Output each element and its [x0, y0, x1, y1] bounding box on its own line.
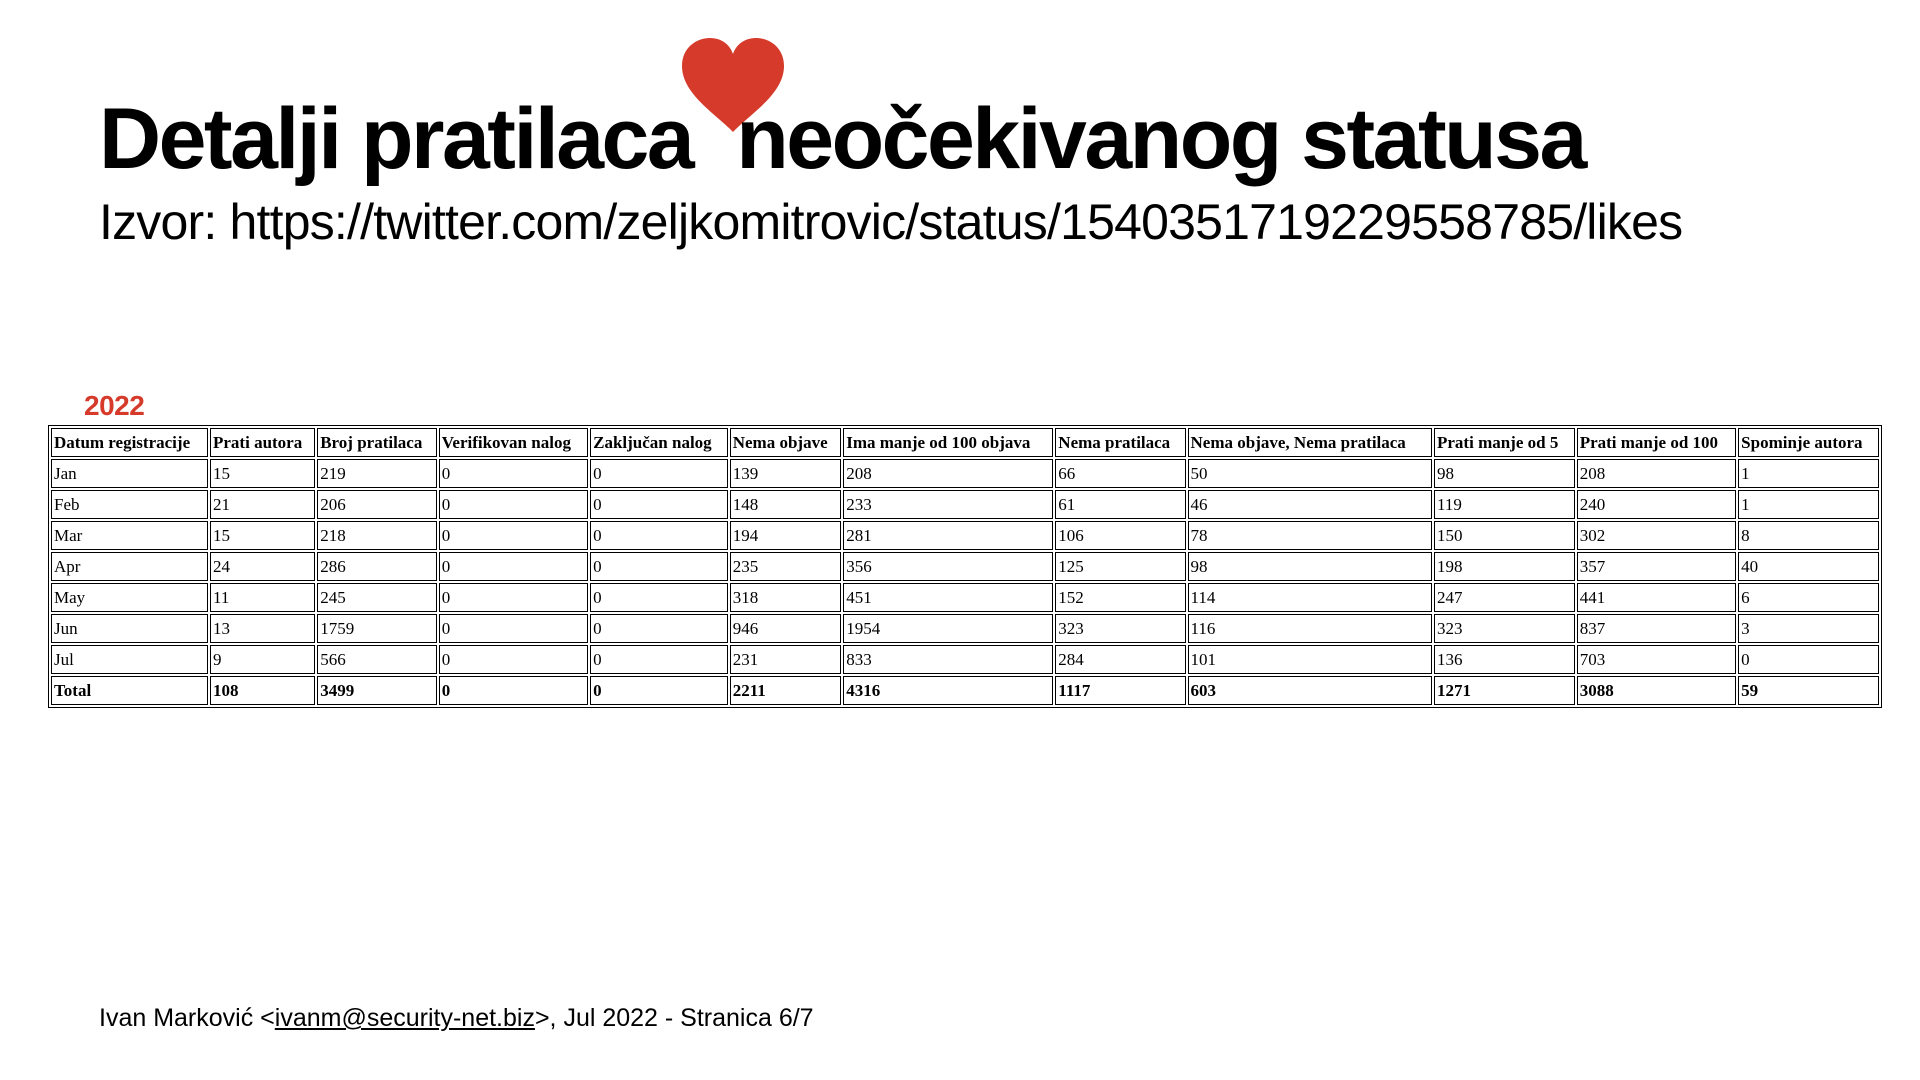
table-cell: 451 [843, 583, 1053, 612]
table-cell: 703 [1577, 645, 1736, 674]
table-cell: 150 [1434, 521, 1575, 550]
column-header: Verifikovan nalog [439, 428, 588, 457]
title-part-2: neočekivanog statusa [736, 91, 1585, 187]
table-cell: Mar [51, 521, 208, 550]
table-cell: 0 [439, 459, 588, 488]
total-cell: 0 [439, 676, 588, 705]
table-cell: 61 [1055, 490, 1185, 519]
table-cell: 1 [1738, 490, 1879, 519]
table-cell: 98 [1434, 459, 1575, 488]
table-cell: 286 [317, 552, 436, 581]
table-cell: 235 [730, 552, 841, 581]
table-cell: 139 [730, 459, 841, 488]
column-header: Prati manje od 100 [1577, 428, 1736, 457]
total-cell: 603 [1188, 676, 1432, 705]
column-header: Prati manje od 5 [1434, 428, 1575, 457]
table-cell: 198 [1434, 552, 1575, 581]
table-cell: 194 [730, 521, 841, 550]
title-part-1: Detalji pratilaca [99, 91, 693, 187]
total-cell: 59 [1738, 676, 1879, 705]
table-cell: 0 [590, 490, 728, 519]
table-cell: 0 [590, 645, 728, 674]
table-cell: Feb [51, 490, 208, 519]
table-cell: 833 [843, 645, 1053, 674]
page-title [99, 91, 1585, 187]
table-cell: 66 [1055, 459, 1185, 488]
table-cell: 3 [1738, 614, 1879, 643]
table-cell: 0 [1738, 645, 1879, 674]
table-cell: 0 [590, 521, 728, 550]
total-cell: 0 [590, 676, 728, 705]
total-cell: Total [51, 676, 208, 705]
stats-table [48, 425, 1882, 708]
table-cell: 152 [1055, 583, 1185, 612]
table-cell: 208 [843, 459, 1053, 488]
total-cell: 1271 [1434, 676, 1575, 705]
table-cell: 8 [1738, 521, 1879, 550]
table-row [51, 552, 1879, 581]
table-cell: Jan [51, 459, 208, 488]
table-cell: 206 [317, 490, 436, 519]
table-cell: 50 [1188, 459, 1432, 488]
column-header: Ima manje od 100 objava [843, 428, 1053, 457]
table-cell: 233 [843, 490, 1053, 519]
table-cell: 0 [590, 459, 728, 488]
table-cell: Apr [51, 552, 208, 581]
table-cell: 40 [1738, 552, 1879, 581]
table-cell: 106 [1055, 521, 1185, 550]
column-header: Prati autora [210, 428, 315, 457]
table-cell: 218 [317, 521, 436, 550]
table-row [51, 583, 1879, 612]
table-cell: 247 [1434, 583, 1575, 612]
table-cell: 136 [1434, 645, 1575, 674]
table-cell: 24 [210, 552, 315, 581]
table-cell: 119 [1434, 490, 1575, 519]
table-cell: 245 [317, 583, 436, 612]
table-cell: 0 [590, 583, 728, 612]
total-cell: 1117 [1055, 676, 1185, 705]
total-cell: 4316 [843, 676, 1053, 705]
table-cell: 231 [730, 645, 841, 674]
table-cell: 98 [1188, 552, 1432, 581]
total-cell: 3499 [317, 676, 436, 705]
table-cell: 1954 [843, 614, 1053, 643]
table-cell: 11 [210, 583, 315, 612]
table-cell: 219 [317, 459, 436, 488]
table-cell: 15 [210, 459, 315, 488]
table-cell: 284 [1055, 645, 1185, 674]
column-header: Zaključan nalog [590, 428, 728, 457]
table-cell: 148 [730, 490, 841, 519]
footer [99, 1006, 814, 1031]
footer-author: Ivan Marković < [99, 1004, 275, 1032]
table-cell: 441 [1577, 583, 1736, 612]
table-cell: 318 [730, 583, 841, 612]
total-cell: 108 [210, 676, 315, 705]
table-cell: 46 [1188, 490, 1432, 519]
table-row [51, 614, 1879, 643]
table-row [51, 521, 1879, 550]
table-cell: Jul [51, 645, 208, 674]
source-line: Izvor: https://twitter.com/zeljkomitrovic/status/1540351719229558785/likes [99, 194, 1683, 250]
column-header: Nema objave [730, 428, 841, 457]
table-cell: 302 [1577, 521, 1736, 550]
table-cell: 0 [439, 645, 588, 674]
table-cell: 208 [1577, 459, 1736, 488]
total-cell: 2211 [730, 676, 841, 705]
table-cell: 9 [210, 645, 315, 674]
column-header: Spominje autora [1738, 428, 1879, 457]
year-label: 2022 [84, 390, 145, 421]
column-header: Nema pratilaca [1055, 428, 1185, 457]
total-cell: 3088 [1577, 676, 1736, 705]
table-cell: 566 [317, 645, 436, 674]
table-cell: 78 [1188, 521, 1432, 550]
table-cell: 281 [843, 521, 1053, 550]
table-body [51, 459, 1879, 705]
table-cell: Jun [51, 614, 208, 643]
table-cell: 0 [439, 552, 588, 581]
footer-email[interactable]: ivanm@security-net.biz [274, 1004, 535, 1032]
table-cell: 240 [1577, 490, 1736, 519]
table-cell: 1 [1738, 459, 1879, 488]
column-header: Broj pratilaca [317, 428, 436, 457]
table-cell: 6 [1738, 583, 1879, 612]
table-cell: 101 [1188, 645, 1432, 674]
table-cell: 0 [439, 490, 588, 519]
table-cell: 0 [590, 614, 728, 643]
table-total-row [51, 676, 1879, 705]
table-row [51, 490, 1879, 519]
table-cell: 0 [439, 521, 588, 550]
table-header-row [51, 428, 1879, 457]
table-cell: 0 [439, 583, 588, 612]
table-cell: 323 [1434, 614, 1575, 643]
table-cell: May [51, 583, 208, 612]
column-header: Datum registracije [51, 428, 208, 457]
table-cell: 0 [439, 614, 588, 643]
table-cell: 116 [1188, 614, 1432, 643]
table-cell: 13 [210, 614, 315, 643]
table-cell: 125 [1055, 552, 1185, 581]
table-cell: 837 [1577, 614, 1736, 643]
table-cell: 357 [1577, 552, 1736, 581]
column-header: Nema objave, Nema pratilaca [1188, 428, 1432, 457]
table-cell: 356 [843, 552, 1053, 581]
table-cell: 323 [1055, 614, 1185, 643]
table-cell: 946 [730, 614, 841, 643]
table-cell: 21 [210, 490, 315, 519]
table-cell: 0 [590, 552, 728, 581]
table-row [51, 459, 1879, 488]
table-cell: 1759 [317, 614, 436, 643]
table-row [51, 645, 1879, 674]
footer-suffix: >, Jul 2022 - Stranica 6/7 [534, 1004, 814, 1032]
table-cell: 15 [210, 521, 315, 550]
table-head [51, 428, 1879, 457]
table-cell: 114 [1188, 583, 1432, 612]
